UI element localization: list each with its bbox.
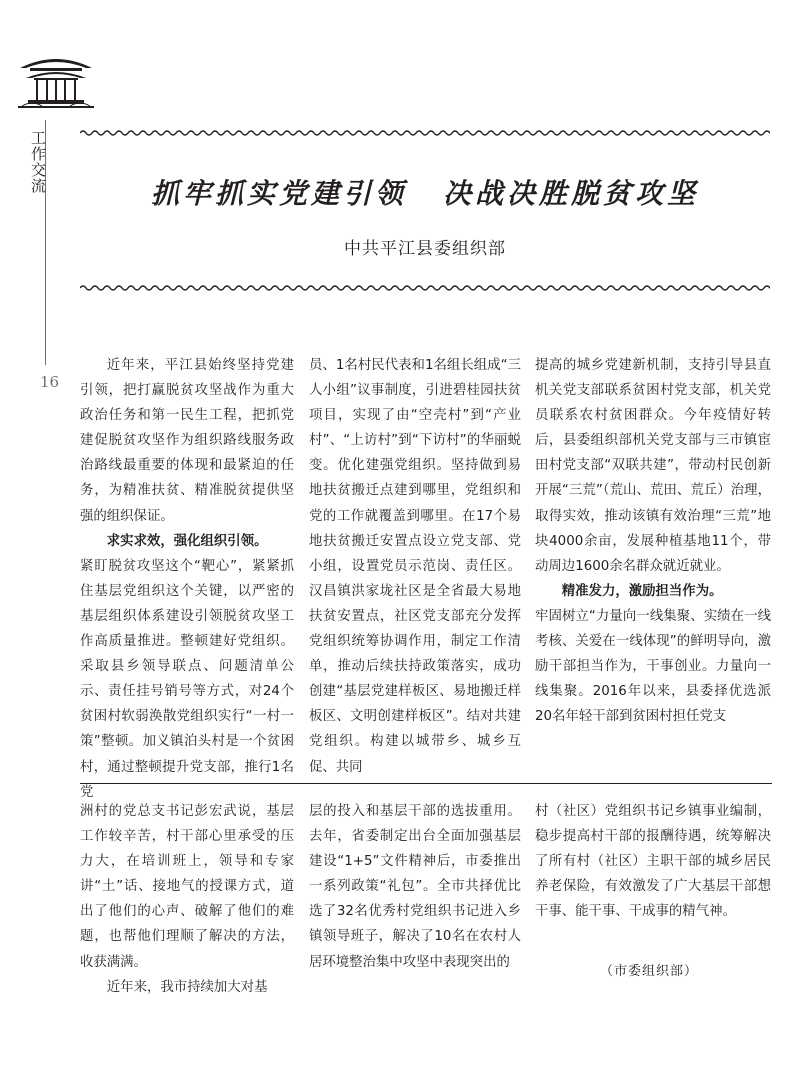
upper-column-3 [535, 353, 771, 729]
section-divider [80, 783, 772, 784]
upper-column-1 [80, 353, 294, 805]
subheading: 精准发力，激励担当作为。 [561, 583, 723, 599]
article-title [80, 172, 770, 212]
pavilion-logo-icon [16, 48, 96, 112]
title-part-2: 决战决胜脱贫攻坚 [443, 177, 700, 210]
paragraph: 提高的城乡党建新机制，支持引导县直机关党支部联系贫困村党支部，机关党员联系农村贫困群众。今年疫情好转后，县委组织部机关党支部与三市镇宦田村党支部“双联共建”，带动村民创新开展“三荒”（荒山、荒田、荒丘）治理，取得实效，推动该镇有效治理“三荒”地块4000余亩，发展种植基地11个，带动周边1600余名群众就近就业。 [535, 358, 771, 574]
section-label: 工作交流 [29, 130, 47, 194]
paragraph: 员、1名村民代表和1名组长组成“三人小组”议事制度，引进碧桂园扶贫项目，实现了由“空壳村”到“产业村”、“上访村”到“下访村”的华丽蜕变。优化建强党组织。坚持做到易地扶贫搬迁点建到哪里，党组织和党的工作就覆盖到哪里。在17个易地扶贫搬迁安置点设立党支部、党小组，设置党员示范岗、责任区。汉昌镇洪家垅社区是全省最大易地扶贫安置点，社区党支部充分发挥党组织统筹协调作用，制定工作清单，推动后续扶持政策落实，成功创建“基层党建样板区、易地搬迁样板区、文明创建样板区”。结对共建党组织。构建以城带乡、城乡互促、共同 [309, 358, 521, 775]
upper-column-2 [309, 353, 521, 780]
paragraph: 村（社区）党组织书记乡镇事业编制，稳步提高村干部的报酬待遇，统筹解决了所有村（社区）主职干部的城乡居民养老保险，有效激发了广大基层干部想干事、能干事、干成事的精气神。 [535, 804, 771, 920]
signature: （市委组织部） [600, 964, 699, 979]
paragraph: 近年来，平江县始终坚持党建引领，把打赢脱贫攻坚战作为重大政治任务和第一民生工程，把抓党建促脱贫攻坚作为组织路线服务政治路线最重要的体现和最紧迫的任务，为精准扶贫、精准脱贫提供坚强的组织保证。 [80, 358, 294, 524]
page-number: 16 [40, 373, 60, 391]
paragraph: 紧盯脱贫攻坚这个“靶心”，紧紧抓住基层党组织这个关键，以严密的基层组织体系建设引领脱贫攻坚工作高质量推进。整顿建好党组织。采取县乡领导联点、问题清单公示、责任挂号销号等方式，对24个贫困村软弱涣散党组织实行“一村一策”整顿。加义镇泊头村是一个贫困村，通过整顿提升党支部，推行1名党 [80, 558, 294, 800]
paragraph: 层的投入和基层干部的选拔重用。去年，省委制定出台全面加强基层建设“1+5”文件精神后，市委推出一系列政策“礼包”。全市共择优比选了32名优秀村党组织书记进入乡镇领导班子，解决了10名在农村人居环境整治集中攻坚中表现突出的 [309, 804, 521, 970]
title-part-1: 抓牢抓实党建引领 [150, 177, 407, 210]
lower-column-2 [309, 799, 521, 975]
subheading: 求实求效，强化组织引领。 [106, 533, 268, 549]
paragraph: 洲村的党总支书记彭宏武说，基层工作较辛苦，村干部心里承受的压力大，在培训班上，领导和专家讲“土”话、接地气的授课方式，道出了他们的心声、破解了他们的难题，也帮他们理顺了解决的方法，收获满满。 [80, 804, 294, 970]
bottom-wavy-rule [80, 283, 770, 293]
paragraph: 牢固树立“力量向一线集聚、实绩在一线考核、关爱在一线体现”的鲜明导向，激励干部担当作为，干事创业。力量向一线集聚。2016年以来，县委择优选派20名年轻干部到贫困村担任党支 [535, 608, 771, 725]
article-author: 中共平江县委组织部 [344, 239, 506, 259]
lower-column-1 [80, 799, 294, 1000]
top-wavy-rule [80, 128, 770, 138]
lower-column-3 [535, 799, 771, 924]
paragraph: 近年来，我市持续加大对基 [106, 979, 268, 995]
